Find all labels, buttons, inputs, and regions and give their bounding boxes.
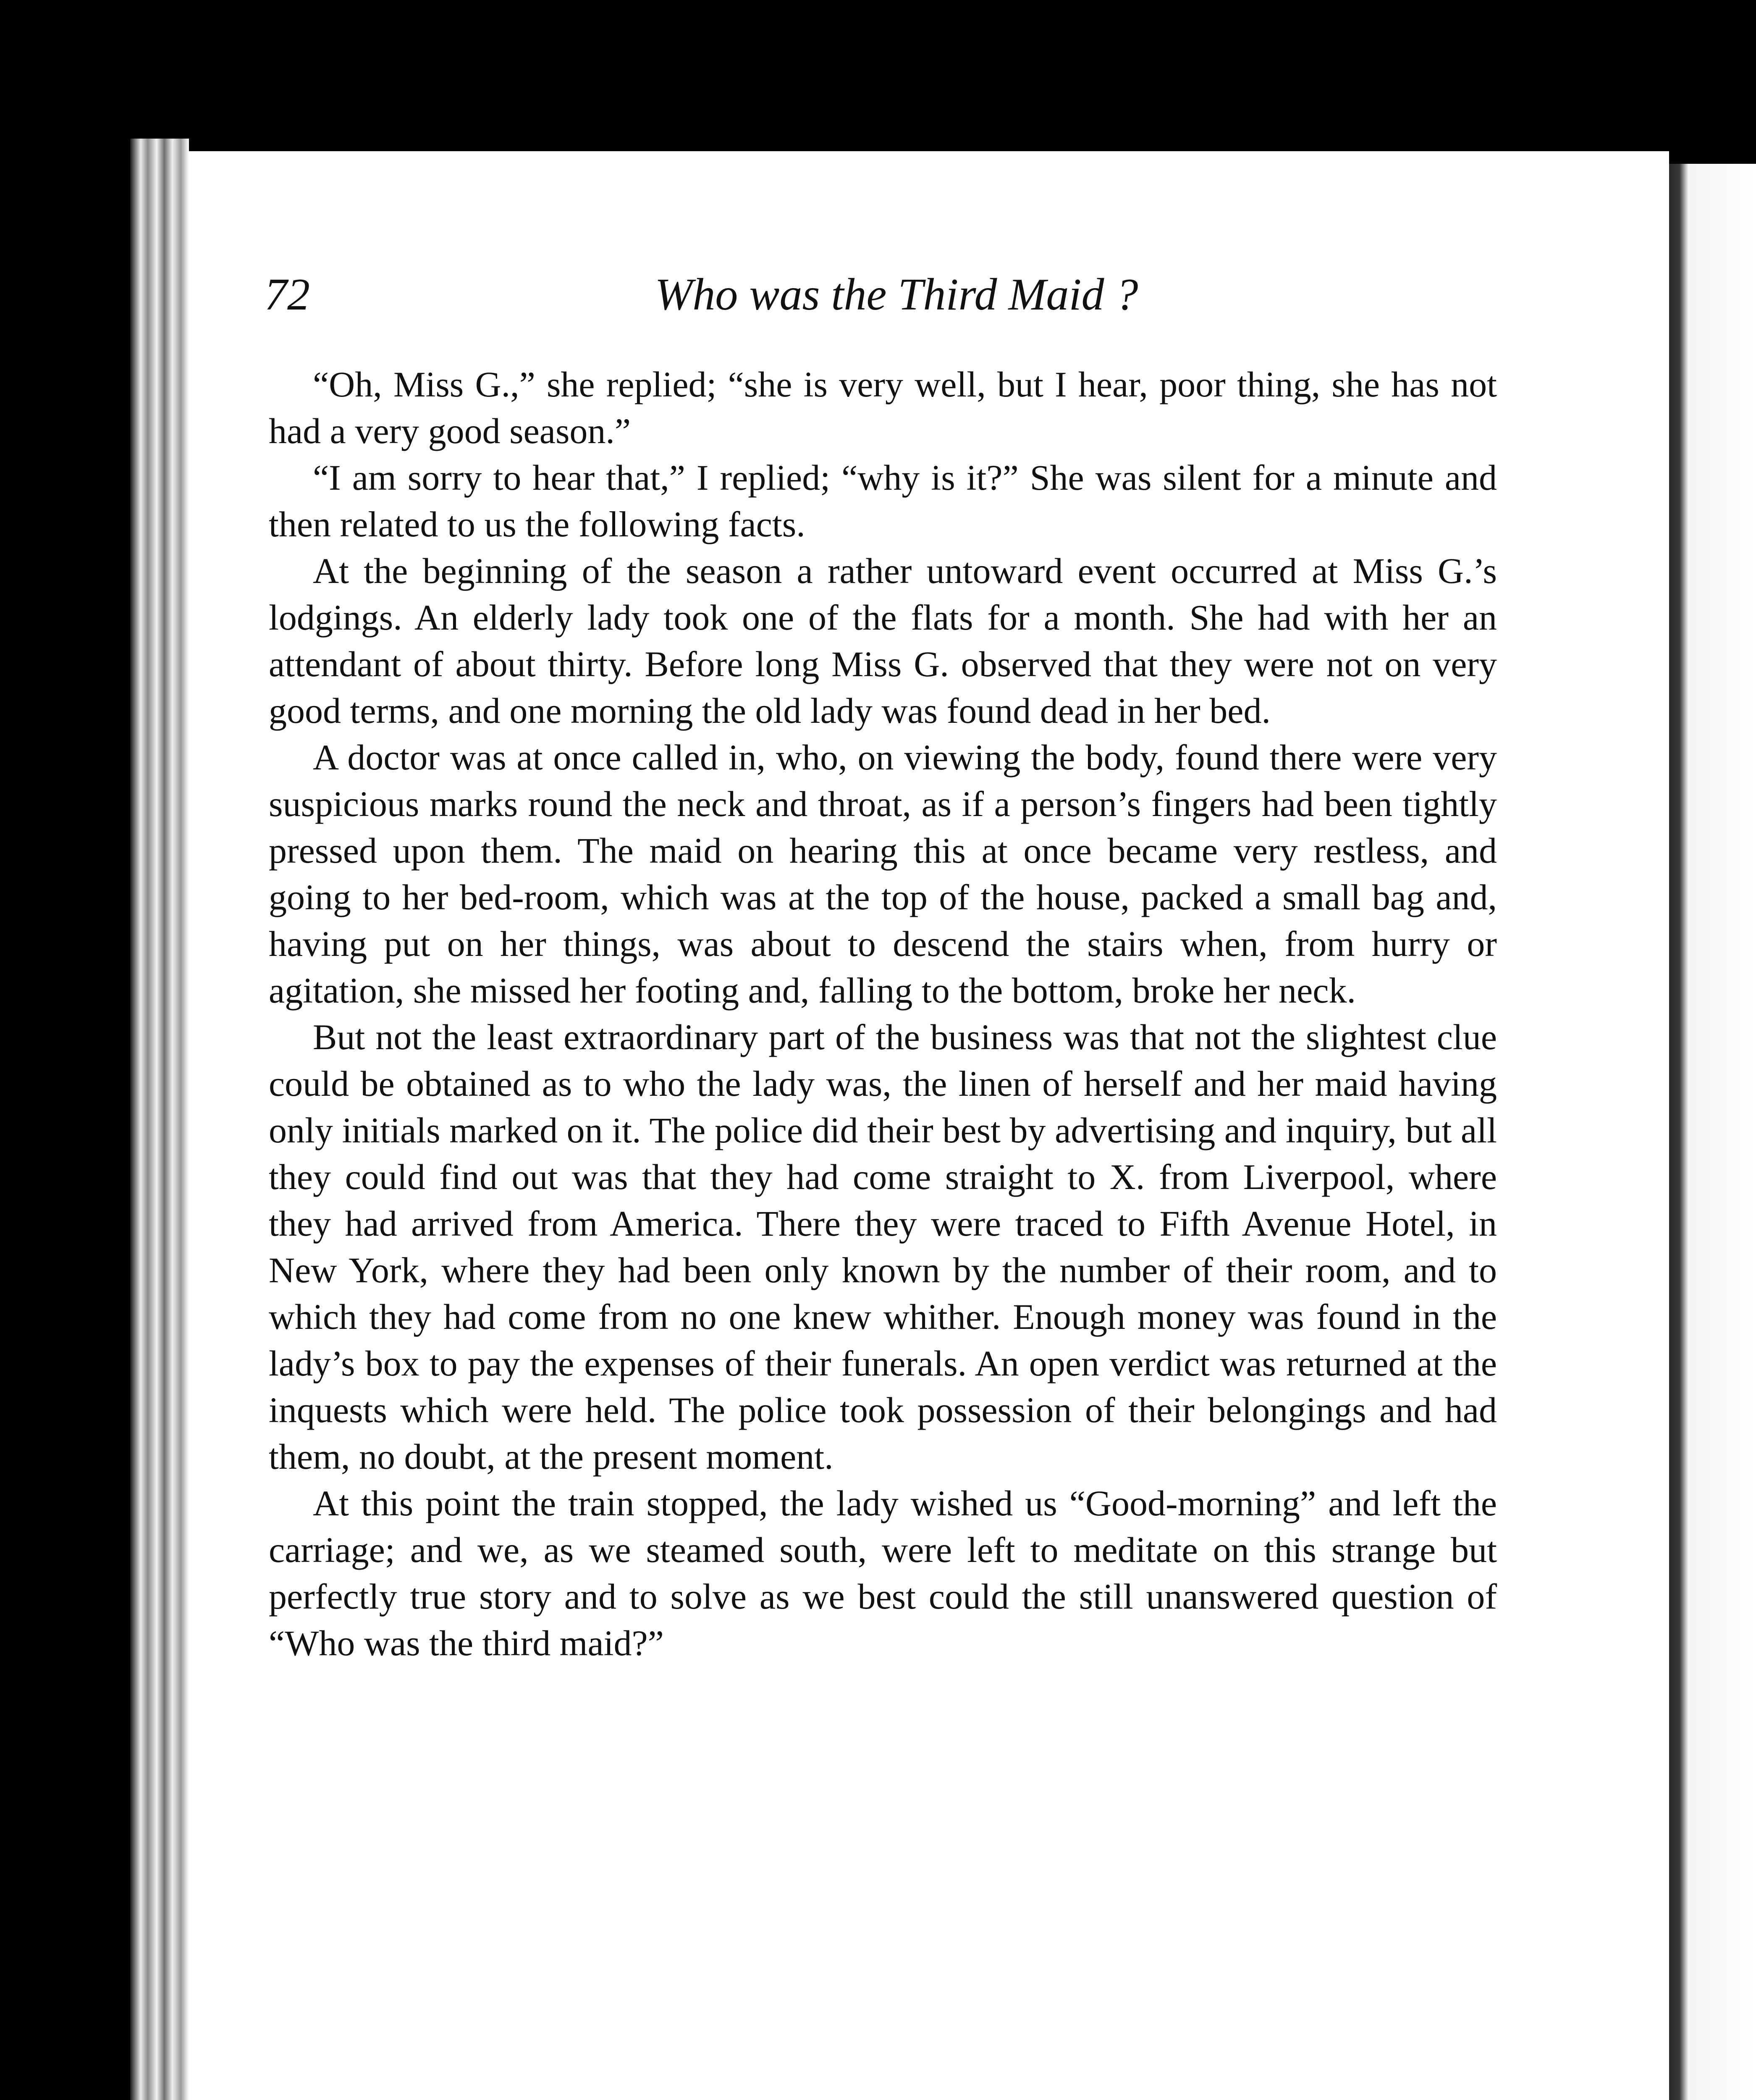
paragraph: At this point the train stopped, the lady wished us “Good-morning” and left the carriage; and we, as we steamed south, were left to meditate on this strange but perfectly true story and to solve as we best could the still unanswered question of “Who was the third maid?” (269, 1483, 1497, 1663)
paragraph: “I am sorry to hear that,” I replied; “why is it?” She was silent for a minute and then related to us the following facts. (269, 457, 1497, 544)
running-title: Who was the Third Maid ? (655, 270, 1138, 320)
page-number: 72 (265, 270, 310, 320)
paragraph: “Oh, Miss G.,” she replied; “she is very well, but I hear, poor thing, she has not had a very good season.” (269, 364, 1497, 451)
body-text (269, 361, 1497, 1667)
running-head (265, 269, 1528, 332)
paragraph: But not the least extraordinary part of the business was that not the slightest clue could be obtained as to who the lady was, the linen of herself and her maid having only initials marked on it. The police did their best by advertising and inquiry, but all they could find out was that they had come straight to X. from Liverpool, where they had arrived from America. There they were traced to Fifth Avenue Hotel, in New York, where they had been only known by the number of their room, and to which they had come from no one knew whither. Enough money was found in the lady’s box to pay the expenses of their funerals. An open verdict was returned at the inquests which were held. The police took possession of their belongings and had them, no doubt, at the present moment. (269, 1017, 1497, 1477)
paragraph: At the beginning of the season a rather untoward event occurred at Miss G.’s lodgings. An elderly lady took one of the flats for a month. She had with her an attendant of about thirty. Before long Miss G. observed that they were not on very good terms, and one morning the old lady was found dead in her bed. (269, 551, 1497, 731)
book-spine-edge (130, 139, 189, 2100)
paragraph: A doctor was at once called in, who, on viewing the body, found there were very suspicious marks round the neck and throat, as if a person’s fingers had been tightly pressed upon them. The maid on hearing this at once became very restless, and going to her bed-room, which was at the top of the house, packed a small bag and, having put on her things, was about to descend the stairs when, from hurry or agitation, she missed her footing and, falling to the bottom, broke her neck. (269, 737, 1497, 1011)
facing-page-edge (1669, 164, 1756, 2100)
